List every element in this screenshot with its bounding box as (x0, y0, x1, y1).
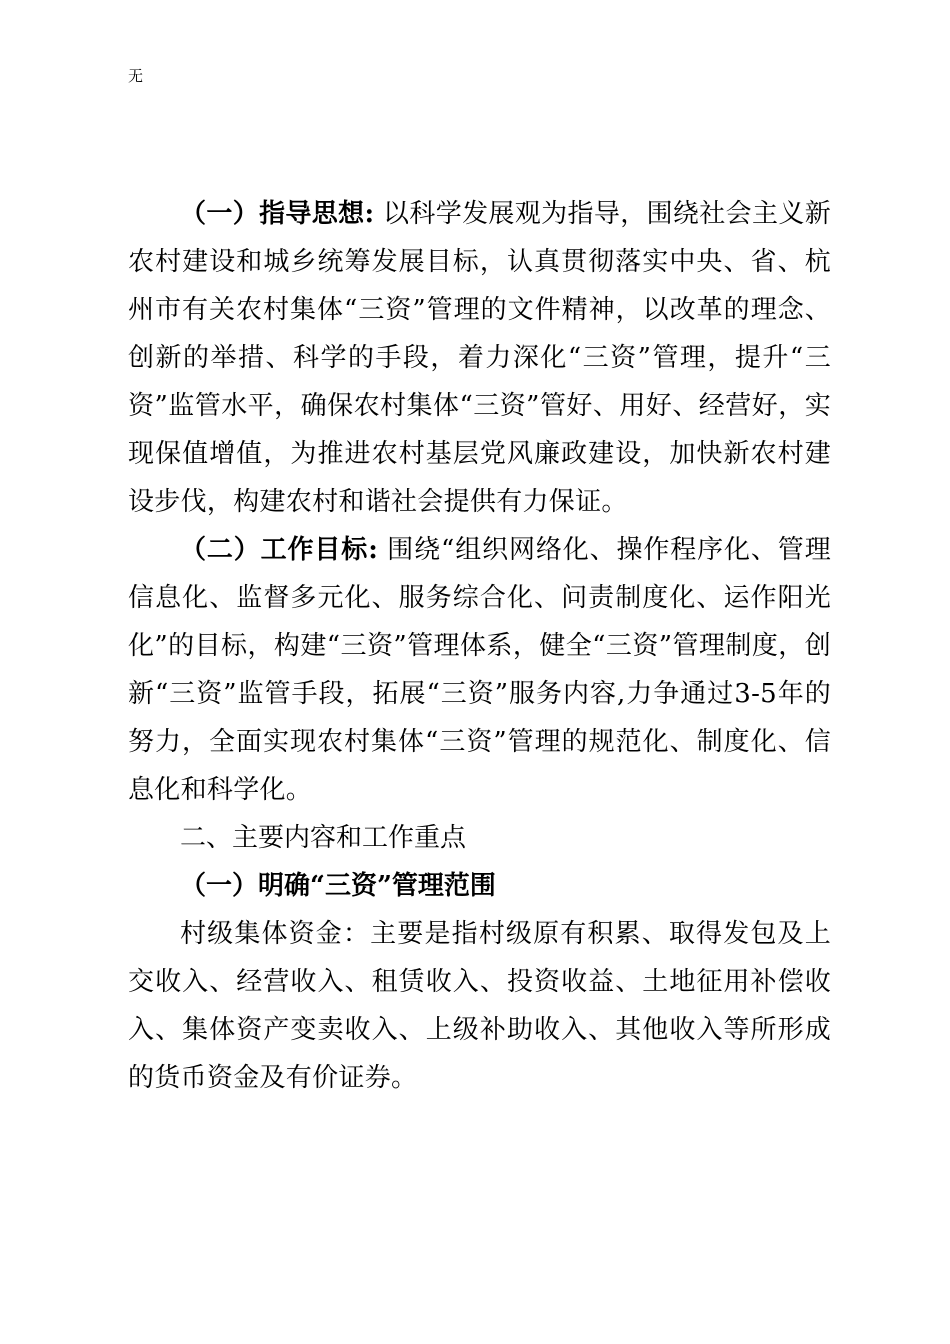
text-guiding-thought: 以科学发展观为指导，围绕社会主义新农村建设和城乡统筹发展目标，认真贯彻落实中央、省、杭州市有关农村集体“三资”管理的文件精神，以改革的理念、创新的举措、科学的手段，着力深化“三资”管理，提升“三资”监管水平，确保农村集体“三资”管好、用好、经营好，实现保值增值，为推进农村基层党风廉政建设，加快新农村建设步伐，构建农村和谐社会提供有力保证。 (128, 199, 831, 517)
subheading-scope: （一）明确“三资”管理范围 (180, 871, 496, 901)
text-work-goal: 围绕“组织网络化、操作程序化、管理信息化、监督多元化、服务综合化、问责制度化、运作阳光化”的目标，构建“三资”管理体系，健全“三资”管理制度，创新“三资”监管手段，拓展“三资”服务内容,力争通过3-5年的努力，全面实现农村集体“三资”管理的规范化、制度化、信息化和科学化。 (128, 535, 831, 805)
heading-main-content: 二、主要内容和工作重点 (180, 823, 467, 853)
paragraph-work-goal (128, 526, 831, 814)
document-body (128, 190, 831, 1102)
label-work-goal: （二）工作目标: (180, 535, 379, 565)
label-guiding-thought: （一）指导思想: (180, 199, 375, 229)
paragraph-village-funds: 村级集体资金：主要是指村级原有积累、取得发包及上交收入、经营收入、租赁收入、投资收益、土地征用补偿收入、集体资产变卖收入、上级补助收入、其他收入等所形成的货币资金及有价证券。 (128, 919, 831, 1093)
paragraph-guiding-thought (128, 190, 831, 526)
header-mark: 无 (128, 67, 144, 85)
